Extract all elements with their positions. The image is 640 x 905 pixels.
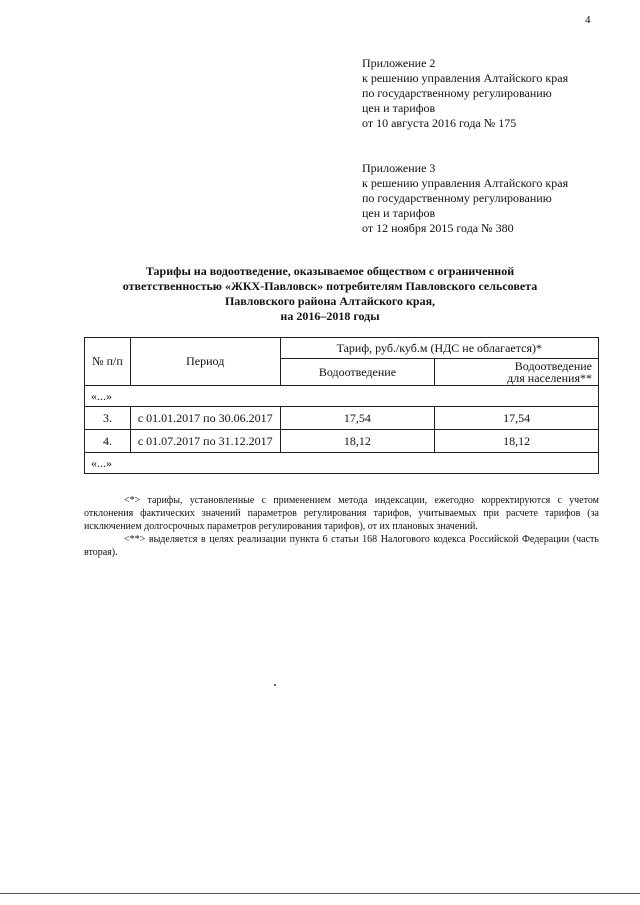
document-title	[100, 264, 560, 324]
ellipsis-row-top: «...»	[85, 386, 599, 407]
row-period: с 01.07.2017 по 31.12.2017	[130, 430, 280, 453]
appendix-3-line: к решению управления Алтайского края	[362, 176, 569, 190]
appendix-3-header	[362, 161, 622, 236]
title-line: Павловского района Алтайского края,	[224, 294, 436, 308]
appendix-2-line: от 10 августа 2016 года № 175	[362, 116, 517, 130]
row-sewage: 17,54	[280, 407, 435, 430]
tariff-table	[84, 337, 599, 474]
header-num: № п/п	[85, 338, 131, 386]
table-row	[85, 430, 599, 453]
header-sewage: Водоотведение	[280, 359, 435, 386]
title-line: Тарифы на водоотведение, оказываемое обществом с ограниченной	[145, 264, 515, 278]
row-sewage-population: 18,12	[435, 430, 599, 453]
appendix-2-line: к решению управления Алтайского края	[362, 71, 569, 85]
header-sewage-population-line1: Водоотведение	[514, 359, 592, 373]
header-period: Период	[130, 338, 280, 386]
appendix-3-line: от 12 ноября 2015 года № 380	[362, 221, 514, 235]
footnote-2: <**> выделяется в целях реализации пункта 6 статьи 168 Налогового кодекса Российской Федерации (часть вторая).	[84, 534, 599, 558]
row-num: 4.	[85, 430, 131, 453]
ellipsis-row-bottom: «...»	[85, 453, 599, 474]
appendix-3-line: по государственному регулированию	[362, 191, 552, 205]
appendix-2-header	[362, 56, 622, 131]
title-line: на 2016–2018 годы	[280, 309, 380, 323]
title-line: ответственностью «ЖКХ-Павловск» потребителям Павловского сельсовета	[122, 279, 538, 293]
header-tariff: Тариф, руб./куб.м (НДС не облагается)*	[280, 338, 598, 359]
header-sewage-population-line2: для населения**	[507, 371, 592, 385]
header-sewage-population	[435, 359, 599, 386]
row-num: 3.	[85, 407, 131, 430]
scan-edge-line	[0, 893, 640, 894]
page-number: 4	[585, 14, 591, 26]
appendix-2-line: Приложение 2	[362, 56, 436, 70]
appendix-2-line: цен и тарифов	[362, 101, 436, 115]
footnote-1: <*> тарифы, установленные с применением метода индексации, ежегодно корректируются с учетом отклонения фактических значений параметров регулирования тарифов, учитываемых при расчете тарифов (за исключением долгосрочных параметров регулирования тарифов), от их плановых значений.	[84, 495, 599, 532]
table-row	[85, 407, 599, 430]
appendix-3-line: Приложение 3	[362, 161, 436, 175]
row-sewage: 18,12	[280, 430, 435, 453]
row-sewage-population: 17,54	[435, 407, 599, 430]
footnotes	[84, 494, 599, 559]
scan-speck	[274, 684, 276, 686]
row-period: с 01.01.2017 по 30.06.2017	[130, 407, 280, 430]
appendix-2-line: по государственному регулированию	[362, 86, 552, 100]
appendix-3-line: цен и тарифов	[362, 206, 436, 220]
